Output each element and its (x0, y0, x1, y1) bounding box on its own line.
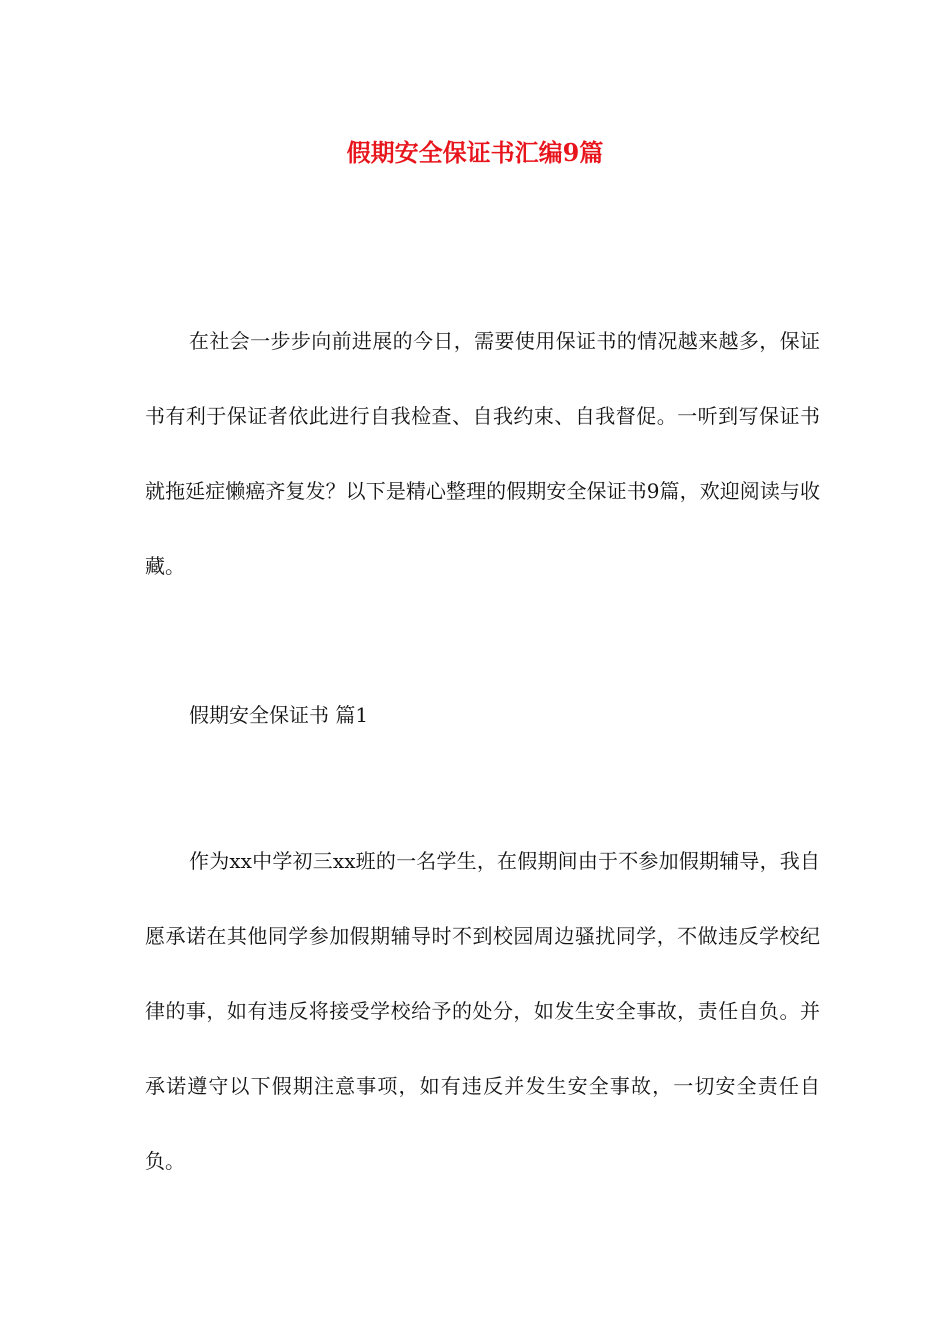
document-title: 假期安全保证书汇编9篇 (346, 138, 604, 167)
body-paragraph: 作为xx中学初三xx班的一名学生，在假期间由于不参加假期辅导，我自愿承诺在其他同学参加假期辅导时不到校园周边骚扰同学，不做违反学校纪律的事，如有违反将接受学校给予的处分，如发生安全事故，责任自负。并承诺遵守以下假期注意事项，如有违反并发生安全事故，一切安全责任自负。 (145, 849, 820, 1173)
intro-paragraph: 在社会一步步向前进展的今日，需要使用保证书的情况越来越多，保证书有利于保证者依此进行自我检查、自我约束、自我督促。一听到写保证书就拖延症懒癌齐复发？以下是精心整理的假期安全保证书9篇，欢迎阅读与收藏。 (145, 329, 820, 578)
section-heading: 假期安全保证书 篇1 (189, 703, 369, 727)
